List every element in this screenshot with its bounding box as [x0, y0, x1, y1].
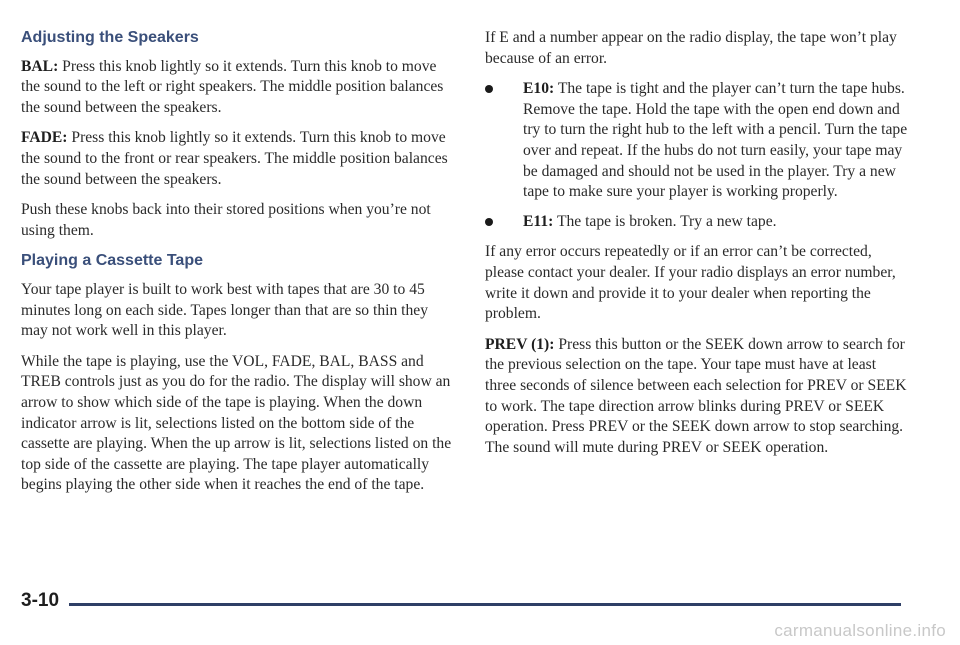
- footer-divider: [69, 603, 901, 606]
- error-intro-paragraph: If E and a number appear on the radio display, the tape won’t play because of an error.: [485, 29, 897, 67]
- error-code-list: [485, 79, 910, 232]
- fade-paragraph: [21, 128, 453, 190]
- bullet-icon: [485, 85, 493, 93]
- fade-text: Press this knob lightly so it extends. Turn this knob to move the sound to the front or rear speakers. The middle position balances the sound between the speakers.: [21, 129, 448, 188]
- error-code-label: E10:: [523, 80, 555, 98]
- fade-label: FADE:: [21, 129, 68, 147]
- bal-label: BAL:: [21, 57, 59, 75]
- bullet-icon: [485, 218, 493, 226]
- error-code-text: The tape is tight and the player can’t turn the tape hubs. Remove the tape. Hold the tape with the open end down and try to turn the right hub to the left with a pencil. Turn the tape over and repeat. If the hubs do not turn easily, your tape may be damaged and should not be used in the player. Try a new tape to make sure your player is working properly.: [523, 80, 908, 201]
- cassette-paragraph-2: While the tape is playing, use the VOL, FADE, BAL, BASS and TREB controls just as you do for the radio. The display will show an arrow to show which side of the tape is playing. When the down indicator arrow is lit, selections listed on the bottom side of the cassette are playing. When the up arrow is lit, selections listed on the top side of the cassette are playing. The tape player automatically begins playing the other side when it reaches the end of the tape.: [21, 352, 452, 494]
- push-knobs-paragraph: Push these knobs back into their stored positions when you’re not using them.: [21, 201, 431, 239]
- cassette-paragraph-1: Your tape player is built to work best with tapes that are 30 to 45 minutes long on each side. Tapes longer than that are so thin they may not work well in this player.: [21, 280, 428, 340]
- error-code-label: E11:: [523, 212, 554, 230]
- prev-paragraph: [485, 335, 910, 459]
- left-column: [21, 28, 453, 506]
- page-footer: [21, 590, 901, 620]
- prev-label: PREV (1):: [485, 335, 555, 353]
- bal-paragraph: [21, 57, 453, 119]
- prev-text: Press this button or the SEEK down arrow to search for the previous selection on the tape. Your tape must have at least three seconds of silence between each selection for PREV or SEEK to work. The tape direction arrow blinks during PREV or SEEK operation. Press PREV or the SEEK down arrow to stop searching. The sound will mute during PREV or SEEK operation.: [485, 335, 907, 456]
- watermark: carmanualsonline.info: [774, 621, 946, 640]
- repeated-error-paragraph: If any error occurs repeatedly or if an error can’t be corrected, please contact your dealer. If your radio displays an error number, write it down and provide it to your dealer when reporting the problem.: [485, 243, 896, 323]
- right-column: [485, 28, 910, 468]
- error-code-text: The tape is broken. Try a new tape.: [556, 212, 777, 230]
- section-heading-cassette: Playing a Cassette Tape: [21, 252, 203, 270]
- list-item: [485, 212, 910, 233]
- section-heading-speakers: Adjusting the Speakers: [21, 29, 199, 46]
- page-number: 3-10: [21, 590, 60, 611]
- bal-text: Press this knob lightly so it extends. Turn this knob to move the sound to the left or right speakers. The middle position balances the sound between the speakers.: [21, 57, 444, 116]
- list-item: [485, 79, 910, 203]
